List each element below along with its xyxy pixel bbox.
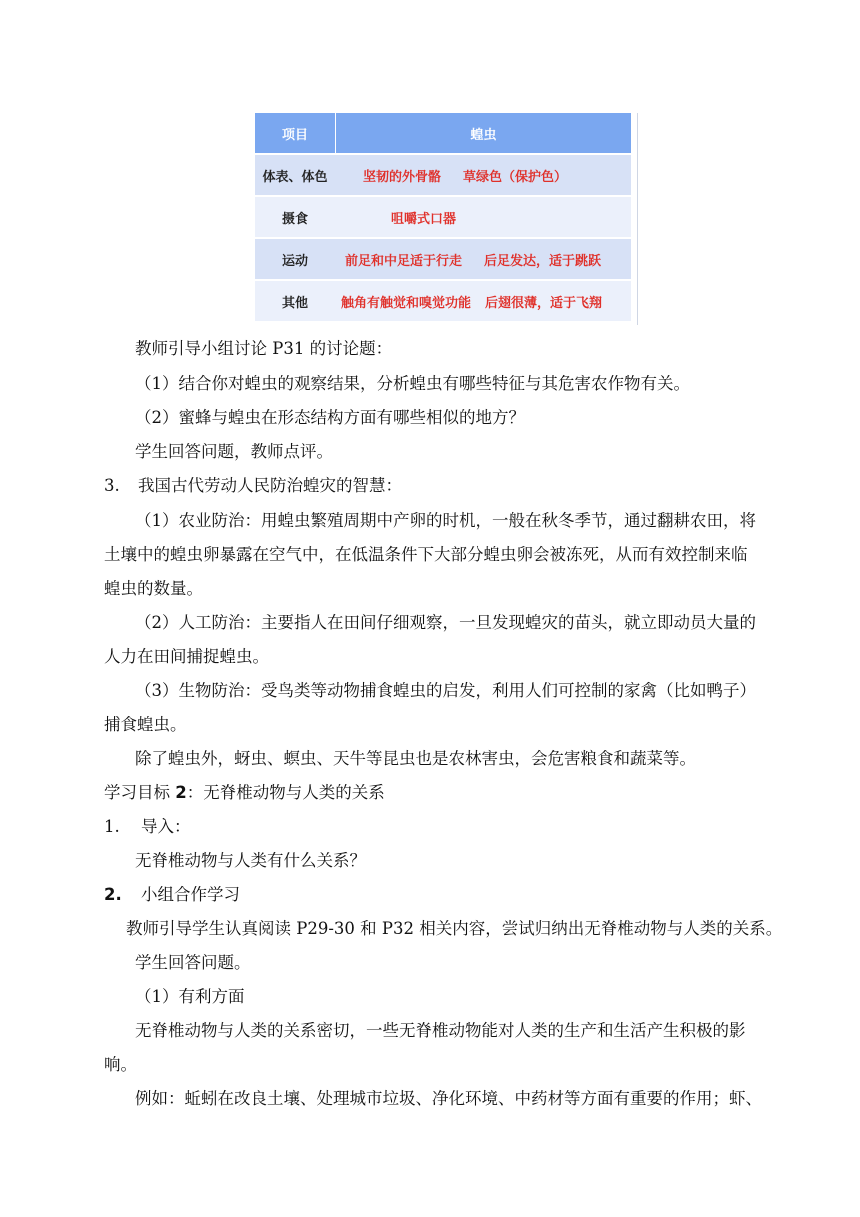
list-number: 2. — [104, 885, 122, 904]
goal-colon: ： — [186, 783, 204, 802]
locust-features-table — [255, 113, 631, 325]
paragraph-line: 捕食蝗虫。 — [104, 715, 187, 734]
paragraph-line: 学生回答问题。 — [135, 953, 251, 972]
table-header-item: 项目 — [255, 113, 336, 153]
paragraph-line: 土壤中的蝗虫卵暴露在空气中，在低温条件下大部分蝗虫卵会被冻死，从而有效控制来临 — [104, 545, 748, 564]
table-header-row — [255, 113, 631, 153]
paragraph-line: 教师引导小组讨论 P31 的讨论题： — [135, 339, 393, 358]
section-heading: 小组合作学习 — [141, 885, 240, 904]
goal-number: 2 — [175, 783, 187, 802]
paragraph-line: 蝗虫的数量。 — [104, 579, 203, 598]
learning-goal-heading — [104, 781, 385, 805]
table-header-locust: 蝗虫 — [470, 127, 497, 143]
row-label: 体表、体色 — [262, 169, 328, 185]
paragraph-line: 例如：蚯蚓在改良土壤、处理城市垃圾、净化环境、中药材等方面有重要的作用；虾、 — [135, 1089, 762, 1108]
paragraph-line: （1）结合你对蝗虫的观察结果，分析蝗虫有哪些特征与其危害农作物有关。 — [135, 374, 690, 393]
table-edge-line — [637, 113, 638, 325]
table-row — [255, 197, 631, 237]
row-label: 运动 — [281, 253, 308, 269]
section-heading: 我国古代劳动人民防治蝗灾的智慧： — [138, 476, 402, 495]
cell-text: 后翅很薄，适于飞翔 — [485, 295, 603, 311]
paragraph-line: （1）农业防治：用蝗虫繁殖周期中产卵的时机，一般在秋冬季节，通过翻耕农田，将 — [135, 511, 756, 530]
table-row — [255, 281, 631, 321]
row-label: 摄食 — [281, 211, 308, 227]
paragraph-line: （2）蜜蜂与蝗虫在形态结构方面有哪些相似的地方？ — [135, 408, 525, 427]
cell-text: 前足和中足适于行走 — [345, 253, 463, 269]
list-number: 3. — [104, 476, 120, 495]
cell-text: 触角有触觉和嗅觉功能 — [341, 295, 472, 311]
paragraph-line: 人力在田间捕捉蝗虫。 — [104, 647, 269, 666]
paragraph-line: （1）有利方面 — [135, 987, 245, 1006]
paragraph-line: 响。 — [104, 1055, 137, 1074]
cell-text: 坚韧的外骨骼 — [363, 169, 442, 185]
paragraph-line: （3）生物防治：受鸟类等动物捕食蝗虫的启发，利用人们可控制的家禽（比如鸭子） — [135, 681, 756, 700]
paragraph-line: 无脊椎动物与人类的关系密切，一些无脊椎动物能对人类的生产和生活产生积极的影 — [135, 1021, 746, 1040]
table-row — [255, 239, 631, 279]
goal-prefix: 学习目标 — [104, 783, 176, 802]
table-row — [255, 155, 631, 195]
paragraph-line: （2）人工防治：主要指人在田间仔细观察，一旦发现蝗灾的苗头，就立即动员大量的 — [135, 613, 756, 632]
cell-text: 咀嚼式口器 — [391, 211, 457, 227]
paragraph-line: 无脊椎动物与人类有什么关系？ — [135, 851, 366, 870]
goal-title: 无脊椎动物与人类的关系 — [203, 783, 385, 802]
list-number: 1. — [104, 817, 120, 836]
row-label: 其他 — [281, 295, 308, 311]
cell-text: 后足发达，适于跳跃 — [484, 253, 602, 269]
cell-text: 草绿色（保护色） — [463, 169, 568, 185]
section-heading: 导入： — [141, 817, 191, 836]
paragraph-line: 除了蝗虫外，蚜虫、螟虫、天牛等昆虫也是农林害虫，会危害粮食和蔬菜等。 — [135, 749, 696, 768]
paragraph-line: 学生回答问题，教师点评。 — [135, 442, 333, 461]
paragraph-line: 教师引导学生认真阅读 P29-30 和 P32 相关内容，尝试归纳出无脊椎动物与人类的关系。 — [126, 919, 783, 938]
